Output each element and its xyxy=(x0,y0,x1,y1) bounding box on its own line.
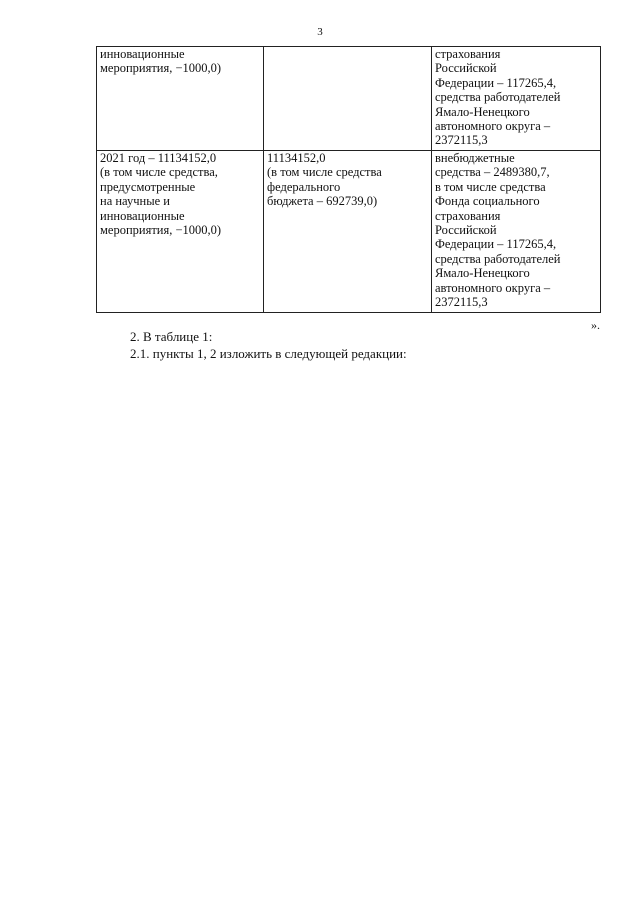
closing-quote-mark: ». xyxy=(591,318,600,332)
cell-line: 11134152,0 xyxy=(267,151,326,165)
cell-line: федерального xyxy=(267,179,341,194)
cell-line: страхования xyxy=(435,208,501,223)
cell-line: внебюджетные xyxy=(435,151,515,165)
cell-line: Ямало-Ненецкого xyxy=(435,266,530,281)
funding-table xyxy=(96,46,601,313)
cell-line: (в том числе средства xyxy=(267,165,382,180)
cell-line: в том числе средства xyxy=(435,179,546,194)
cell-line: страхования xyxy=(435,47,501,61)
cell-line: инновационные xyxy=(100,208,185,223)
cell-line: (в том числе средства, xyxy=(100,165,218,180)
table-cell-period xyxy=(97,151,264,313)
cell-line: 2021 год – 11134152,0 xyxy=(100,151,217,165)
page-number: 3 xyxy=(317,26,323,38)
table-cell-total xyxy=(264,151,432,313)
cell-line: Федерации – 117265,4, xyxy=(435,237,557,252)
cell-line: средства работодателей xyxy=(435,90,561,105)
cell-line: 2372115,3 xyxy=(435,295,488,310)
cell-line: мероприятия, −1000,0) xyxy=(100,61,222,76)
cell-line: мероприятия, −1000,0) xyxy=(100,223,222,238)
cell-line: предусмотренные xyxy=(100,179,196,194)
table-cell-period xyxy=(97,47,264,151)
table-cell-extrabudget xyxy=(432,47,601,151)
cell-line: автономного округа – xyxy=(435,280,551,295)
cell-line: Российской xyxy=(435,61,497,76)
cell-line: Фонда социального xyxy=(435,194,540,209)
paragraph-item-2: 2. В таблице 1: xyxy=(130,329,213,344)
cell-line: средства – 2489380,7, xyxy=(435,165,550,180)
cell-line: бюджета – 692739,0) xyxy=(267,194,378,209)
cell-line: Федерации – 117265,4, xyxy=(435,75,557,90)
cell-line: Ямало-Ненецкого xyxy=(435,104,530,119)
paragraph-item-2-1: 2.1. пункты 1, 2 изложить в следующей редакции: xyxy=(130,346,407,361)
table-row xyxy=(97,47,601,151)
table-cell-extrabudget xyxy=(432,151,601,313)
cell-line: средства работодателей xyxy=(435,251,561,266)
cell-line: 2372115,3 xyxy=(435,133,488,148)
cell-line: автономного округа – xyxy=(435,119,551,134)
table-cell-total xyxy=(264,47,432,151)
cell-line: Российской xyxy=(435,223,497,238)
cell-line: на научные и xyxy=(100,194,170,209)
cell-line: инновационные xyxy=(100,47,185,61)
table-row xyxy=(97,151,601,313)
